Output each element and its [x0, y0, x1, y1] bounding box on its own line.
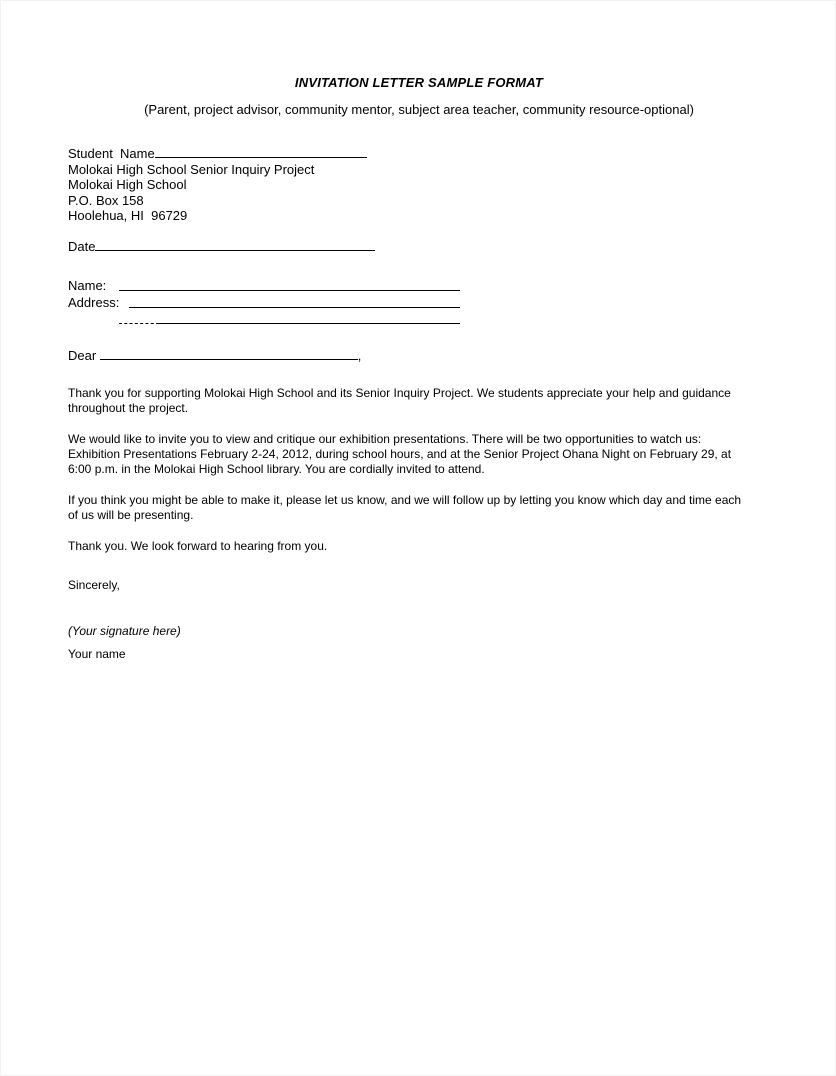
recipient-address-fill-line-2[interactable]	[158, 323, 460, 324]
sender-school: Molokai High School	[68, 177, 187, 192]
date-line	[68, 239, 375, 255]
body-paragraph-1: Thank you for supporting Molokai High School and its Senior Inquiry Project. We students appreciate your help and guidance throughout the project.	[68, 386, 731, 415]
recipient-address-fill-line[interactable]	[129, 307, 460, 308]
sender-city-state-zip: Hoolehua, HI 96729	[68, 208, 188, 223]
body-paragraph-4: Thank you. We look forward to hearing from you.	[68, 539, 328, 553]
date-label: Date	[68, 239, 96, 254]
signature-placeholder: (Your signature here)	[68, 624, 181, 638]
signer-name-placeholder: Your name	[68, 647, 126, 661]
recipient-address-row	[68, 294, 119, 311]
recipient-name-fill-line[interactable]	[119, 290, 460, 291]
recipient-address-block	[68, 277, 119, 328]
recipient-address-fill-line-2-dashed[interactable]	[119, 323, 159, 324]
sender-po-box: P.O. Box 158	[68, 192, 144, 208]
body-paragraph-2: We would like to invite you to view and critique our exhibition presentations. There will be two opportunities to watch us: Exhibition Presentations February 2-24, 2012, during school hours, and at the Senior Project Ohana Night on February 29, at 6:00 p.m. in the Molokai High School library. You are cordially invited to attend.	[68, 432, 732, 476]
closing-sign-off: Sincerely,	[68, 578, 120, 592]
sender-organization: Molokai High School Senior Inquiry Project	[68, 161, 315, 177]
recipient-address-label: Address:	[68, 295, 120, 310]
salutation-line	[68, 348, 361, 364]
page-title: INVITATION LETTER SAMPLE FORMAT	[294, 75, 544, 90]
recipient-name-row	[68, 277, 119, 294]
sender-address-block	[68, 146, 367, 224]
recipient-name-label: Name:	[68, 278, 107, 293]
recipient-address-row-2	[68, 311, 119, 328]
student-name-label: Student Name	[68, 146, 155, 161]
salutation-comma: ,	[357, 348, 362, 363]
salutation-fill-line[interactable]	[100, 348, 358, 360]
date-fill-line[interactable]	[95, 239, 375, 251]
body-paragraph-3: If you think you might be able to make it, please let us know, and we will follow up by letting you know which day and time each of us will be presenting.	[68, 493, 742, 522]
student-name-row	[68, 146, 367, 162]
page-subtitle: (Parent, project advisor, community mentor, subject area teacher, community resource-optional)	[144, 102, 694, 117]
salutation-label: Dear	[68, 348, 100, 363]
student-name-fill-line[interactable]	[155, 146, 367, 158]
